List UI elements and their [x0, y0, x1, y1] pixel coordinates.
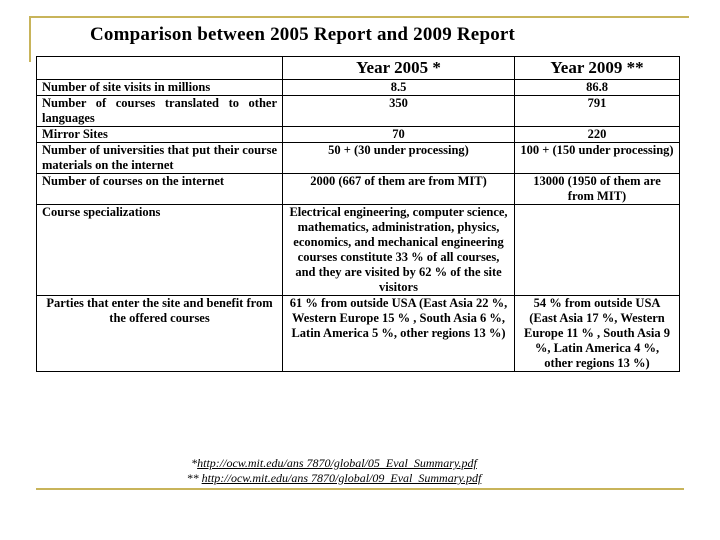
value-2005: 70: [283, 127, 515, 143]
table-row: [37, 296, 680, 372]
footnote-2005-marker: *: [191, 456, 198, 470]
value-2009: 220: [515, 127, 680, 143]
value-2009: 791: [515, 96, 680, 127]
row-label: Course specializations: [37, 205, 283, 296]
footnote-2009-link[interactable]: http://ocw.mit.edu/ans 7870/global/09_Eval_Summary.pdf: [201, 471, 482, 485]
table-row: [37, 96, 680, 127]
value-2005: 350: [283, 96, 515, 127]
value-2005: 2000 (667 of them are from MIT): [283, 174, 515, 205]
footnote-2005: [0, 456, 694, 471]
footnote-2009: [0, 471, 694, 486]
row-label: Number of courses on the internet: [37, 174, 283, 205]
table-row: [37, 174, 680, 205]
value-2005: Electrical engineering, computer science, mathematics, administration, physics, economics, and mechanical engineering courses constitute 33 % of all courses, and they are visited by 62 % of the site visitors: [283, 205, 515, 296]
table-row: [37, 80, 680, 96]
row-label: Number of universities that put their course materials on the internet: [37, 143, 283, 174]
value-2005: 50 + (30 under processing): [283, 143, 515, 174]
header-blank-cell: [37, 57, 283, 80]
value-2009: [515, 205, 680, 296]
row-label: Parties that enter the site and benefit from the offered courses: [37, 296, 283, 372]
value-2005: 8.5: [283, 80, 515, 96]
table-row: [37, 143, 680, 174]
value-2009: 86.8: [515, 80, 680, 96]
slide-title: Comparison between 2005 Report and 2009 Report: [90, 24, 516, 45]
row-label: Number of site visits in millions: [37, 80, 283, 96]
value-2009: 54 % from outside USA (East Asia 17 %, Western Europe 11 % , South Asia 9 %, Latin America 4 %, other regions 13 %): [515, 296, 680, 372]
footnote-2009-marker: **: [186, 471, 202, 485]
value-2005: 61 % from outside USA (East Asia 22 %, Western Europe 15 % , South Asia 6 %, Latin America 5 %, other regions 13 %): [283, 296, 515, 372]
header-year-2005: Year 2005 *: [283, 57, 515, 80]
footnote-2005-link[interactable]: http://ocw.mit.edu/ans 7870/global/05_Eval_Summary.pdf: [197, 456, 477, 470]
comparison-table: [36, 56, 680, 372]
row-label: Mirror Sites: [37, 127, 283, 143]
header-year-2009: Year 2009 **: [515, 57, 680, 80]
slide-bottom-rule: [36, 488, 684, 490]
table-header-row: [37, 57, 680, 80]
value-2009: 13000 (1950 of them are from MIT): [515, 174, 680, 205]
row-label: Number of courses translated to other languages: [37, 96, 283, 127]
table-row: [37, 127, 680, 143]
table-row: [37, 205, 680, 296]
slide-top-rule: [29, 16, 689, 18]
slide-left-rule: [29, 16, 31, 62]
value-2009: 100 + (150 under processing): [515, 143, 680, 174]
